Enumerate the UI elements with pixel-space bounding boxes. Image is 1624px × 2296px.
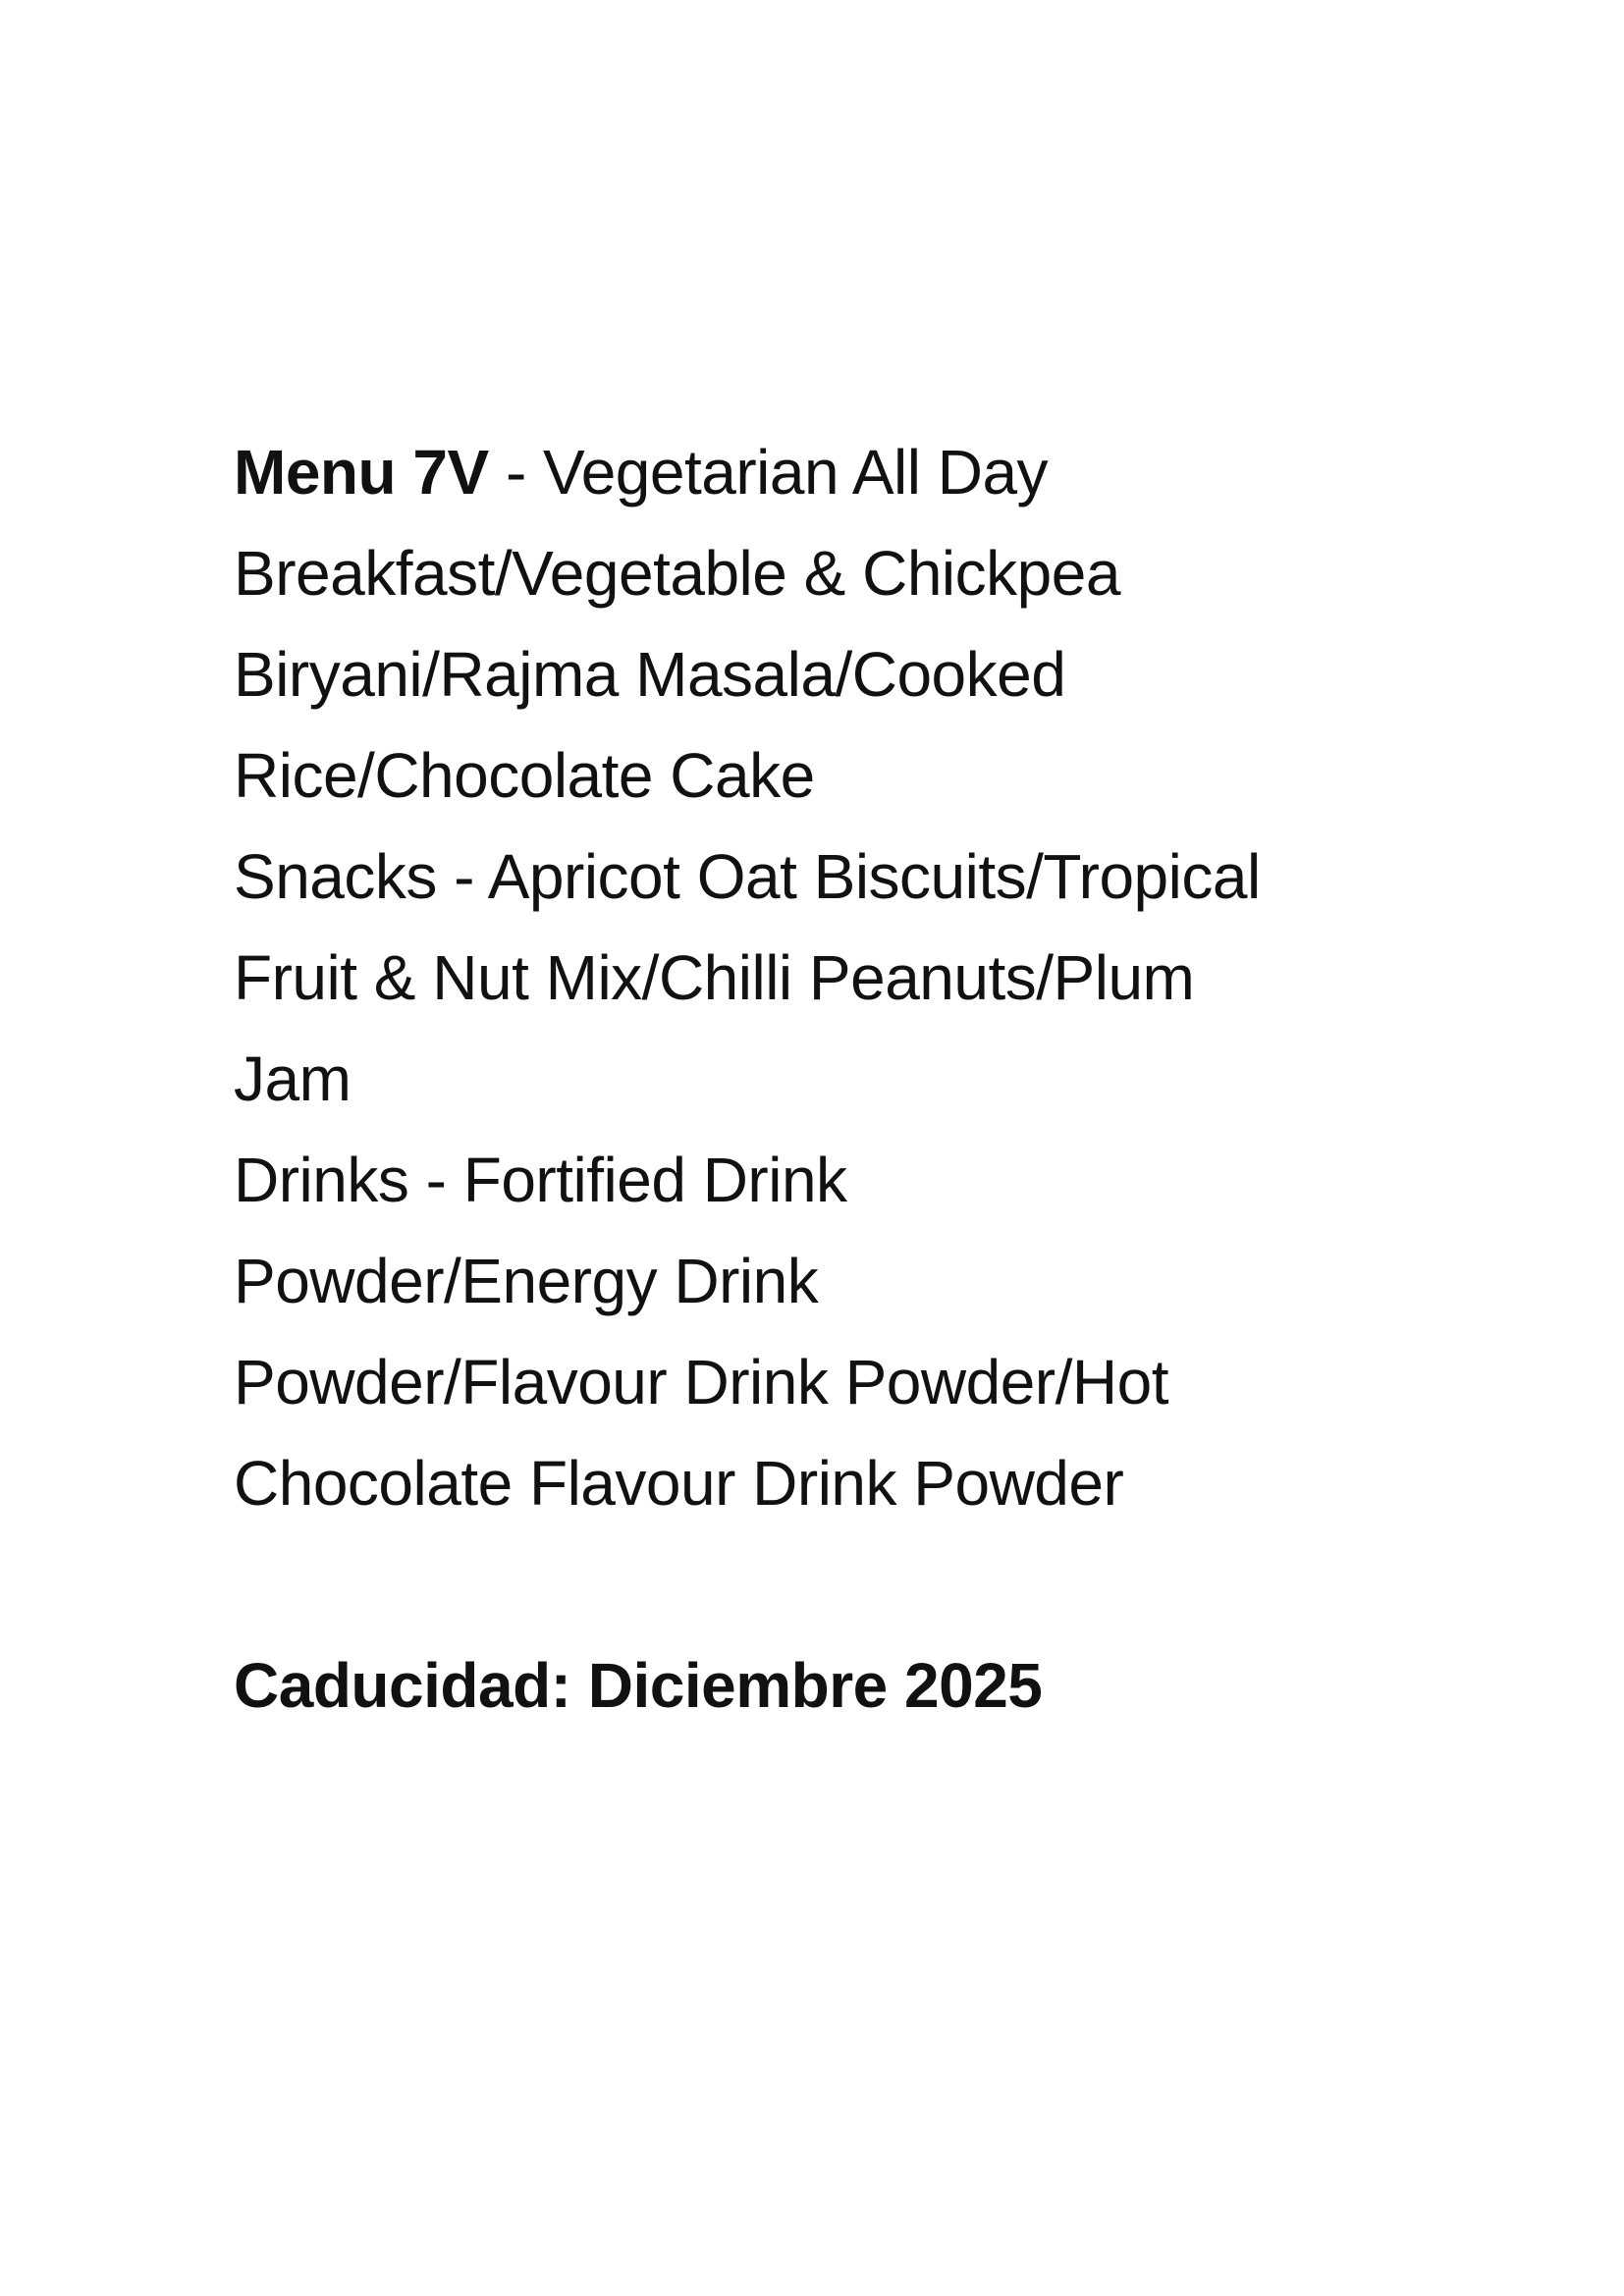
main-course-line: Breakfast/Vegetable & Chickpea	[234, 538, 1120, 609]
drinks-line: Drinks - Fortified Drink	[234, 1145, 847, 1215]
menu-title-line	[234, 422, 1412, 523]
menu-title-description: - Vegetarian All Day	[488, 437, 1049, 507]
snacks-line: Fruit & Nut Mix/Chilli Peanuts/Plum	[234, 942, 1195, 1013]
main-course-line: Rice/Chocolate Cake	[234, 740, 815, 811]
menu-code: Menu 7V	[234, 437, 489, 507]
drinks-line: Chocolate Flavour Drink Powder	[234, 1448, 1124, 1519]
menu-content	[234, 422, 1412, 1736]
snacks-line: Snacks - Apricot Oat Biscuits/Tropical	[234, 841, 1261, 912]
snacks-line: Jam	[234, 1043, 352, 1114]
main-course-line: Biryani/Rajma Masala/Cooked	[234, 639, 1066, 710]
drinks-line: Powder/Energy Drink	[234, 1246, 819, 1316]
expiry-date: Caducidad: Diciembre 2025	[234, 1650, 1043, 1721]
drinks-line: Powder/Flavour Drink Powder/Hot	[234, 1347, 1168, 1417]
